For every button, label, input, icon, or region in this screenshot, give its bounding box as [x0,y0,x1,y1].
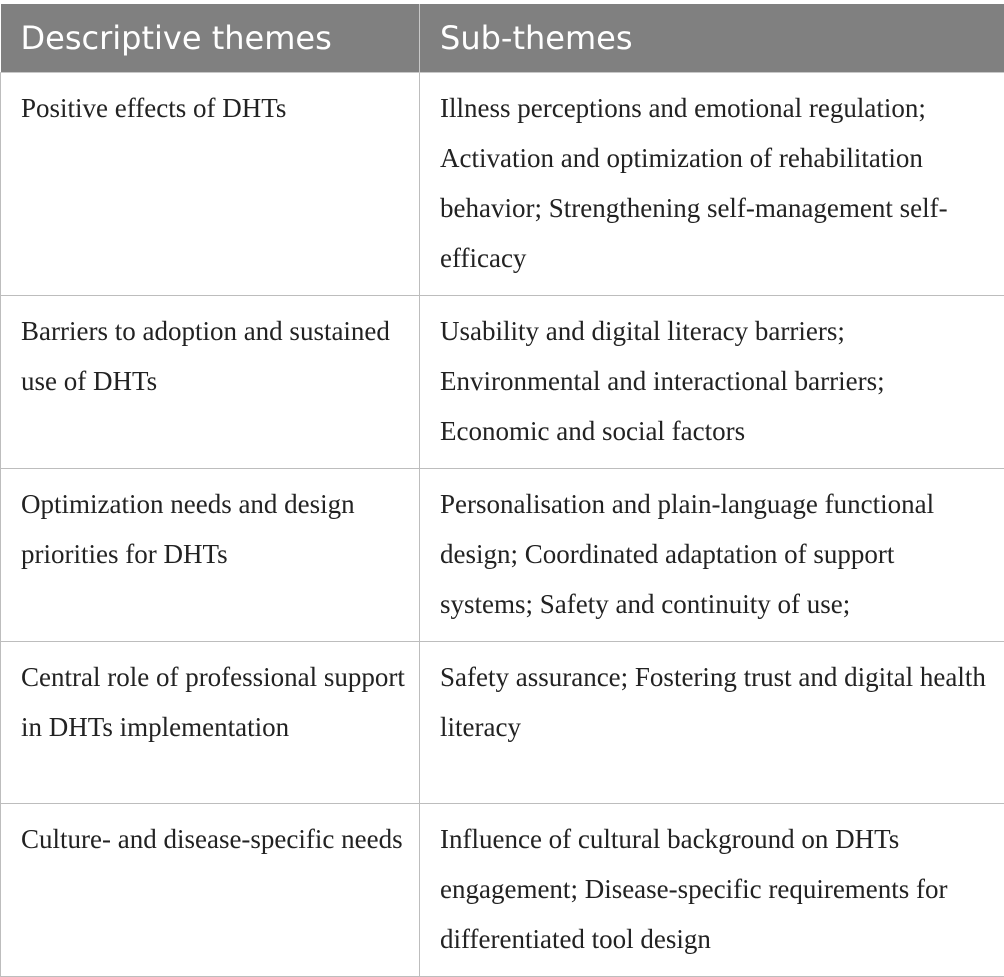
theme-cell: Culture- and disease-specific needs [1,804,420,977]
subthemes-cell: Illness perceptions and emotional regulation; Activation and optimization of rehabilitation behavior; Strengthening self-management self-efficacy [420,73,1004,296]
theme-cell: Central role of professional support in DHTs implementation [1,642,420,804]
themes-table [0,4,1004,977]
subthemes-cell: Safety assurance; Fostering trust and digital health literacy [420,642,1004,804]
table-row [1,804,1004,977]
theme-cell: Barriers to adoption and sustained use of DHTs [1,296,420,469]
table-row [1,296,1004,469]
header-sub-themes: Sub-themes [420,4,1004,73]
subthemes-cell: Personalisation and plain-language functional design; Coordinated adaptation of support systems; Safety and continuity of use; [420,469,1004,642]
table-header [1,4,1004,73]
table-row [1,73,1004,296]
theme-cell: Optimization needs and design priorities for DHTs [1,469,420,642]
header-descriptive-themes: Descriptive themes [1,4,420,73]
table-row [1,469,1004,642]
theme-cell: Positive effects of DHTs [1,73,420,296]
subthemes-cell: Usability and digital literacy barriers; Environmental and interactional barriers; Economic and social factors [420,296,1004,469]
table-body [1,73,1004,977]
header-row [1,4,1004,73]
subthemes-cell: Influence of cultural background on DHTs engagement; Disease-specific requirements for differentiated tool design [420,804,1004,977]
table-row [1,642,1004,804]
